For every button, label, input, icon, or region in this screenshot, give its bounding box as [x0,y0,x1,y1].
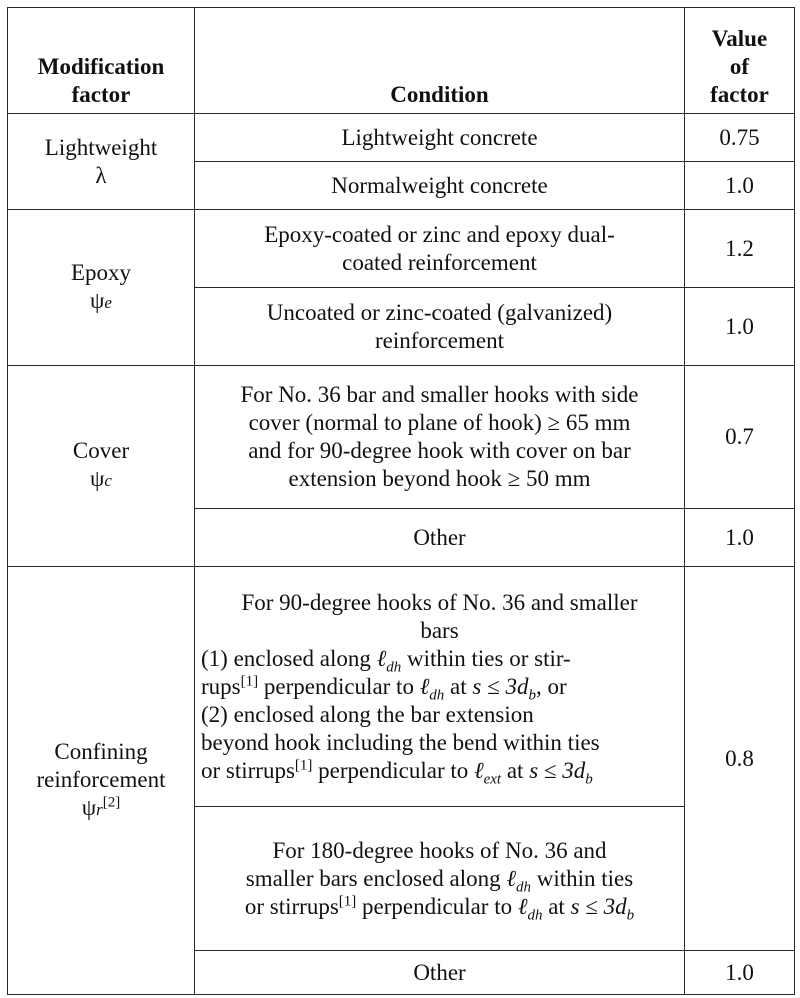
c1-line3 [201,645,678,676]
confining-value-1: 0.8 [685,567,795,951]
lightweight-value-1: 0.75 [685,114,795,162]
c2-line2 [201,865,678,896]
c2-l3a: or stirrups [244,893,339,919]
confining-factor-cell [8,567,195,995]
cover-condition-1-line4: extension beyond hook ≥ 50 mm [288,466,591,491]
c2-l3-ldh: ℓ$_{dh}$ [517,893,543,924]
confining-row-1 [8,567,795,807]
cover-condition-2: Other [195,509,685,567]
c2-l2a: smaller bars enclosed along [245,865,507,891]
header-condition: Condition [195,8,685,114]
lightweight-name: Lightweight [44,134,158,160]
epoxy-value-1: 1.2 [685,210,795,288]
epoxy-condition-2 [195,288,685,366]
c1-l7-ref: [1] [294,756,313,773]
lightweight-condition-1: Lightweight concrete [195,114,685,162]
epoxy-factor-cell [8,210,195,366]
modification-factors-table [7,7,795,995]
lightweight-factor-cell [8,114,195,210]
epoxy-psi: ψ [90,287,105,313]
epoxy-condition-1 [195,210,685,288]
confining-name-line2: reinforcement [36,766,166,792]
cover-value-1: 0.7 [685,366,795,509]
cover-value-2: 1.0 [685,509,795,567]
epoxy-condition-1-line1: Epoxy-coated or zinc and epoxy dual- [264,221,615,247]
header-factor-line1: Modification [37,54,165,79]
cover-row-1 [8,366,795,509]
confining-condition-90deg [195,567,685,807]
epoxy-condition-1-line2: coated reinforcement [342,249,537,275]
epoxy-name: Epoxy [70,259,132,285]
cover-factor-cell [8,366,195,567]
c1-line1: For 90-degree hooks of No. 36 and smaller [241,589,638,615]
cover-subscript: c [104,471,112,490]
c1-l7-lext: ℓ$_{ext}$ [474,757,502,788]
confining-superscript: [2] [102,793,121,810]
header-row [8,8,795,114]
c1-line6: beyond hook including the bend within ties [201,729,600,755]
c2-l3c: at [542,893,571,919]
header-modification-factor [8,8,195,114]
cover-condition-1-line3: and for 90-degree hook with cover on bar [248,438,631,463]
header-value-line3: factor [710,82,769,107]
epoxy-subscript: e [104,292,112,312]
confining-name-line1: Confining [54,738,148,764]
c1-l4d: , or [535,673,567,699]
c1-l7-spacing: $s \le 3d_b$ [529,757,593,788]
cover-psi: ψ [90,466,105,491]
cover-condition-1-line1: For No. 36 bar and smaller hooks with side [240,382,639,407]
confining-subscript: r [96,799,103,819]
epoxy-value-2: 1.0 [685,288,795,366]
header-value-line2: of [729,54,750,79]
cover-condition-1 [195,366,685,509]
c2-l3b: perpendicular to [356,893,518,919]
c1-l7c: at [501,757,530,783]
c1-l4c: at [444,673,473,699]
header-value-line1: Value [711,26,768,51]
cover-condition-1-line2: cover (normal to plane of hook) ≥ 65 mm [248,410,631,435]
c1-l4b: perpendicular to [258,673,420,699]
c2-l2b: within ties [530,865,634,891]
c1-line4 [201,672,678,704]
c1-l4a: rups [201,673,241,699]
lightweight-symbol: λ [95,162,107,188]
c2-l3-ref: [1] [338,892,357,909]
c1-l7b: perpendicular to [312,757,474,783]
c2-l3-spacing: $s \le 3d_b$ [570,893,635,924]
c2-line1: For 180-degree hooks of No. 36 and [272,837,607,863]
c1-l4-ldh: ℓ$_{dh}$ [419,673,445,704]
c2-l2-ldh: ℓ$_{dh}$ [506,865,531,896]
lightweight-condition-2: Normalweight concrete [195,162,685,210]
lightweight-row-1 [8,114,795,162]
epoxy-condition-2-line1: Uncoated or zinc-coated (galvanized) [266,299,613,325]
epoxy-row-1 [8,210,795,288]
confining-symbol [14,794,188,824]
c1-l4-spacing: $s \le 3d_b$ [472,673,536,704]
c2-line3 [201,892,678,924]
lightweight-value-2: 1.0 [685,162,795,210]
confining-psi: ψ [81,794,97,820]
c1-l3b: within ties or stir- [401,645,571,671]
cover-name: Cover [72,438,130,463]
c1-line2: bars [420,617,459,643]
c1-line7 [201,756,678,788]
c1-l3-ldh: ℓ$_{dh}$ [376,645,402,676]
header-factor-line2: factor [71,82,131,107]
c1-l7a: or stirrups [201,757,295,783]
epoxy-condition-2-line2: reinforcement [375,327,504,353]
c1-l4-ref: [1] [240,672,259,689]
confining-condition-180deg [195,807,685,951]
c1-l3a: (1) enclosed along [201,645,377,671]
epoxy-symbol [14,287,188,317]
confining-condition-other: Other [195,951,685,995]
c1-line5: (2) enclosed along the bar extension [201,701,534,727]
header-value-of-factor [685,8,795,114]
confining-value-other: 1.0 [685,951,795,995]
cover-symbol [14,465,188,495]
